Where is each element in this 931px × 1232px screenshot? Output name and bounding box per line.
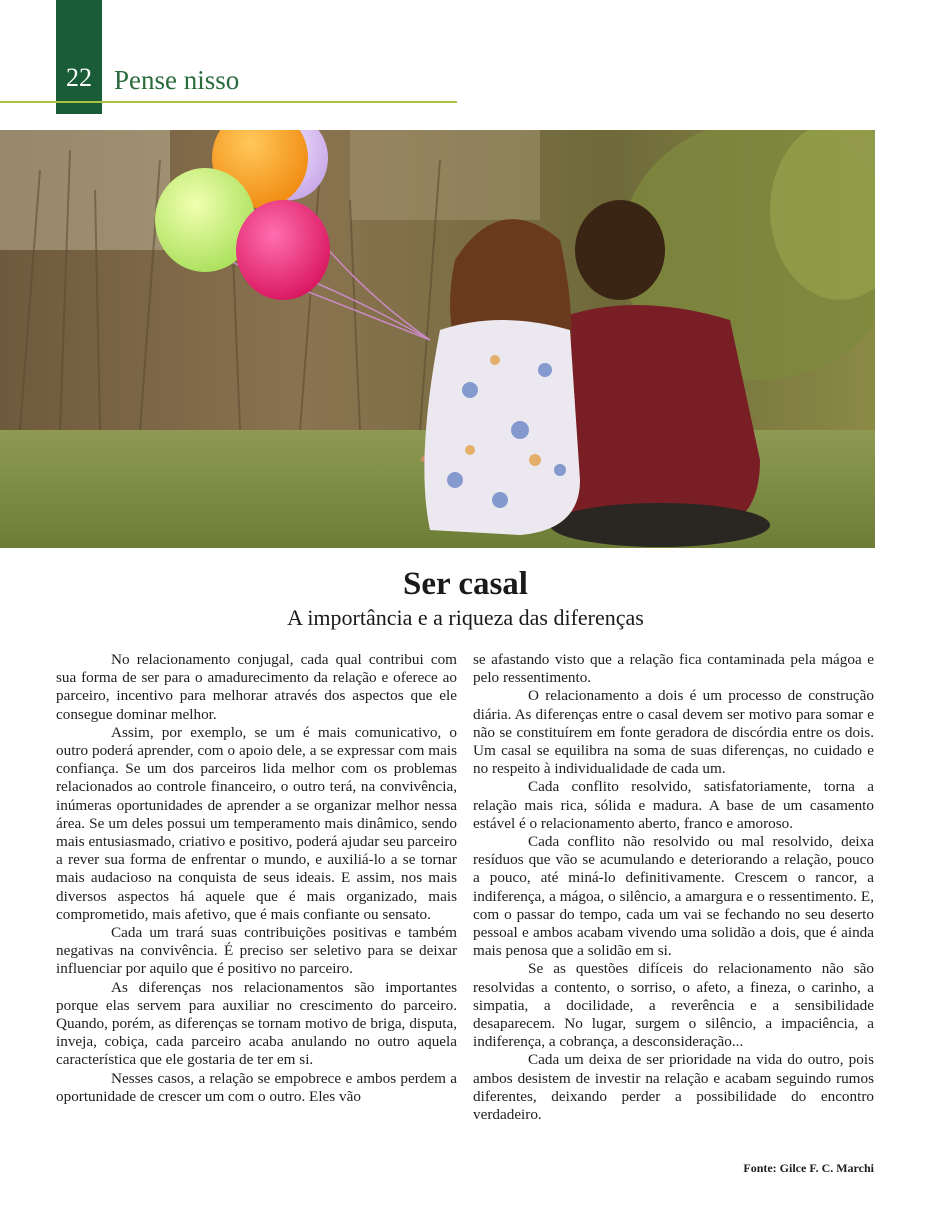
paragraph: Cada um deixa de ser prioridade na vida do outro, pois ambos desistem de investir na relação e acabam seguindo rumos diferentes, deixando perder a possibilidade do encontro verdadeiro. — [473, 1051, 874, 1124]
paragraph: No relacionamento conjugal, cada qual contribui com sua forma de ser para o amadurecimento da relação e oferece ao parceiro, incentivo para melhorar através dos aspectos que ele consegue dominar melhor. — [56, 651, 457, 723]
couple-balloons-photo — [0, 130, 875, 548]
paragraph: Cada conflito não resolvido ou mal resolvido, deixa resíduos que vão se acumulando e deteriorando a relação, pouco a pouco, até miná-lo definitivamente. Crescem o rancor, a indiferença, a mágoa, o silêncio, a amargura e o ressentimento. E, com o passar do tempo, cada um vai se fechando no seu deserto pessoal e ambos acabam vivendo uma solidão a dois, que é ainda mais penosa que a solidão em si. — [473, 833, 874, 960]
paragraph: Cada um trará suas contribuições positivas e também negativas na convivência. É preciso ser seletivo para se deixar influenciar por aquilo que é positivo no parceiro. — [56, 924, 457, 978]
article-title: Ser casal — [403, 566, 528, 602]
article-column-left — [56, 651, 457, 1106]
page-number: 22 — [66, 63, 92, 92]
paragraph: O relacionamento a dois é um processo de construção diária. As diferenças entre o casal devem ser motivo para somar e não se constituírem em fonte geradora de discórdia entre os dois. Um casal se equilibra na soma de suas diferenças, no cuidado e no respeito à individualidade de cada um. — [473, 687, 874, 778]
paragraph: As diferenças nos relacionamentos são importantes porque elas servem para auxiliar no crescimento do parceiro. Quando, porém, as diferenças se tornam motivo de briga, disputa, inveja, cobiça, cada parceiro acaba anulando no outro aquela característica que ele gostaria de ter em si. — [56, 978, 457, 1069]
paragraph-continuation: se afastando visto que a relação fica contaminada pela mágoa e pelo ressentimento. — [473, 651, 874, 687]
page-number-tab — [56, 0, 102, 114]
section-title: Pense nisso — [114, 65, 240, 95]
paragraph: Se as questões difíceis do relacionamento não são resolvidas a contento, o sorriso, o afeto, a fineza, o carinho, a simpatia, a docilidade, a reverência e a sensibilidade desaparecem. No lugar, surgem o silêncio, a impaciência, a indiferença, a cobrança, a desconsideração... — [473, 960, 874, 1051]
paragraph: Nesses casos, a relação se empobrece e ambos perdem a oportunidade de crescer um com o outro. Eles vão — [56, 1069, 457, 1105]
article-subtitle: A importância e a riqueza das diferenças — [287, 605, 644, 630]
article-source: Fonte: Gilce F. C. Marchi — [743, 1161, 874, 1175]
header-rule — [0, 101, 457, 103]
paragraph: Assim, por exemplo, se um é mais comunicativo, o outro poderá aprender, com o apoio dele, a se expressar com mais confiança. Se um dos parceiros lida melhor com os problemas relacionados ao controle financeiro, o outro terá, na convivência, inúmeras oportunidades de aprender a se organizar melhor nessa área. Se um deles possui um temperamento mais dinâmico, sendo mais entusiasmado, criativo e positivo, poderá ajudar seu parceiro a rever sua forma de enfrentar o mundo, e auxiliá-lo a se tornar mais audacioso na conquista de seus ideais. E assim, nos mais diversos aspectos há aquele que é mais organizado, mais comprometido, mais afetivo, que é mais confiante ou sensato. — [56, 723, 457, 923]
paragraph: Cada conflito resolvido, satisfatoriamente, torna a relação mais rica, sólida e madura. A base de um casamento estável é o relacionamento aberto, franco e amoroso. — [473, 778, 874, 832]
article-column-right — [473, 651, 874, 1124]
